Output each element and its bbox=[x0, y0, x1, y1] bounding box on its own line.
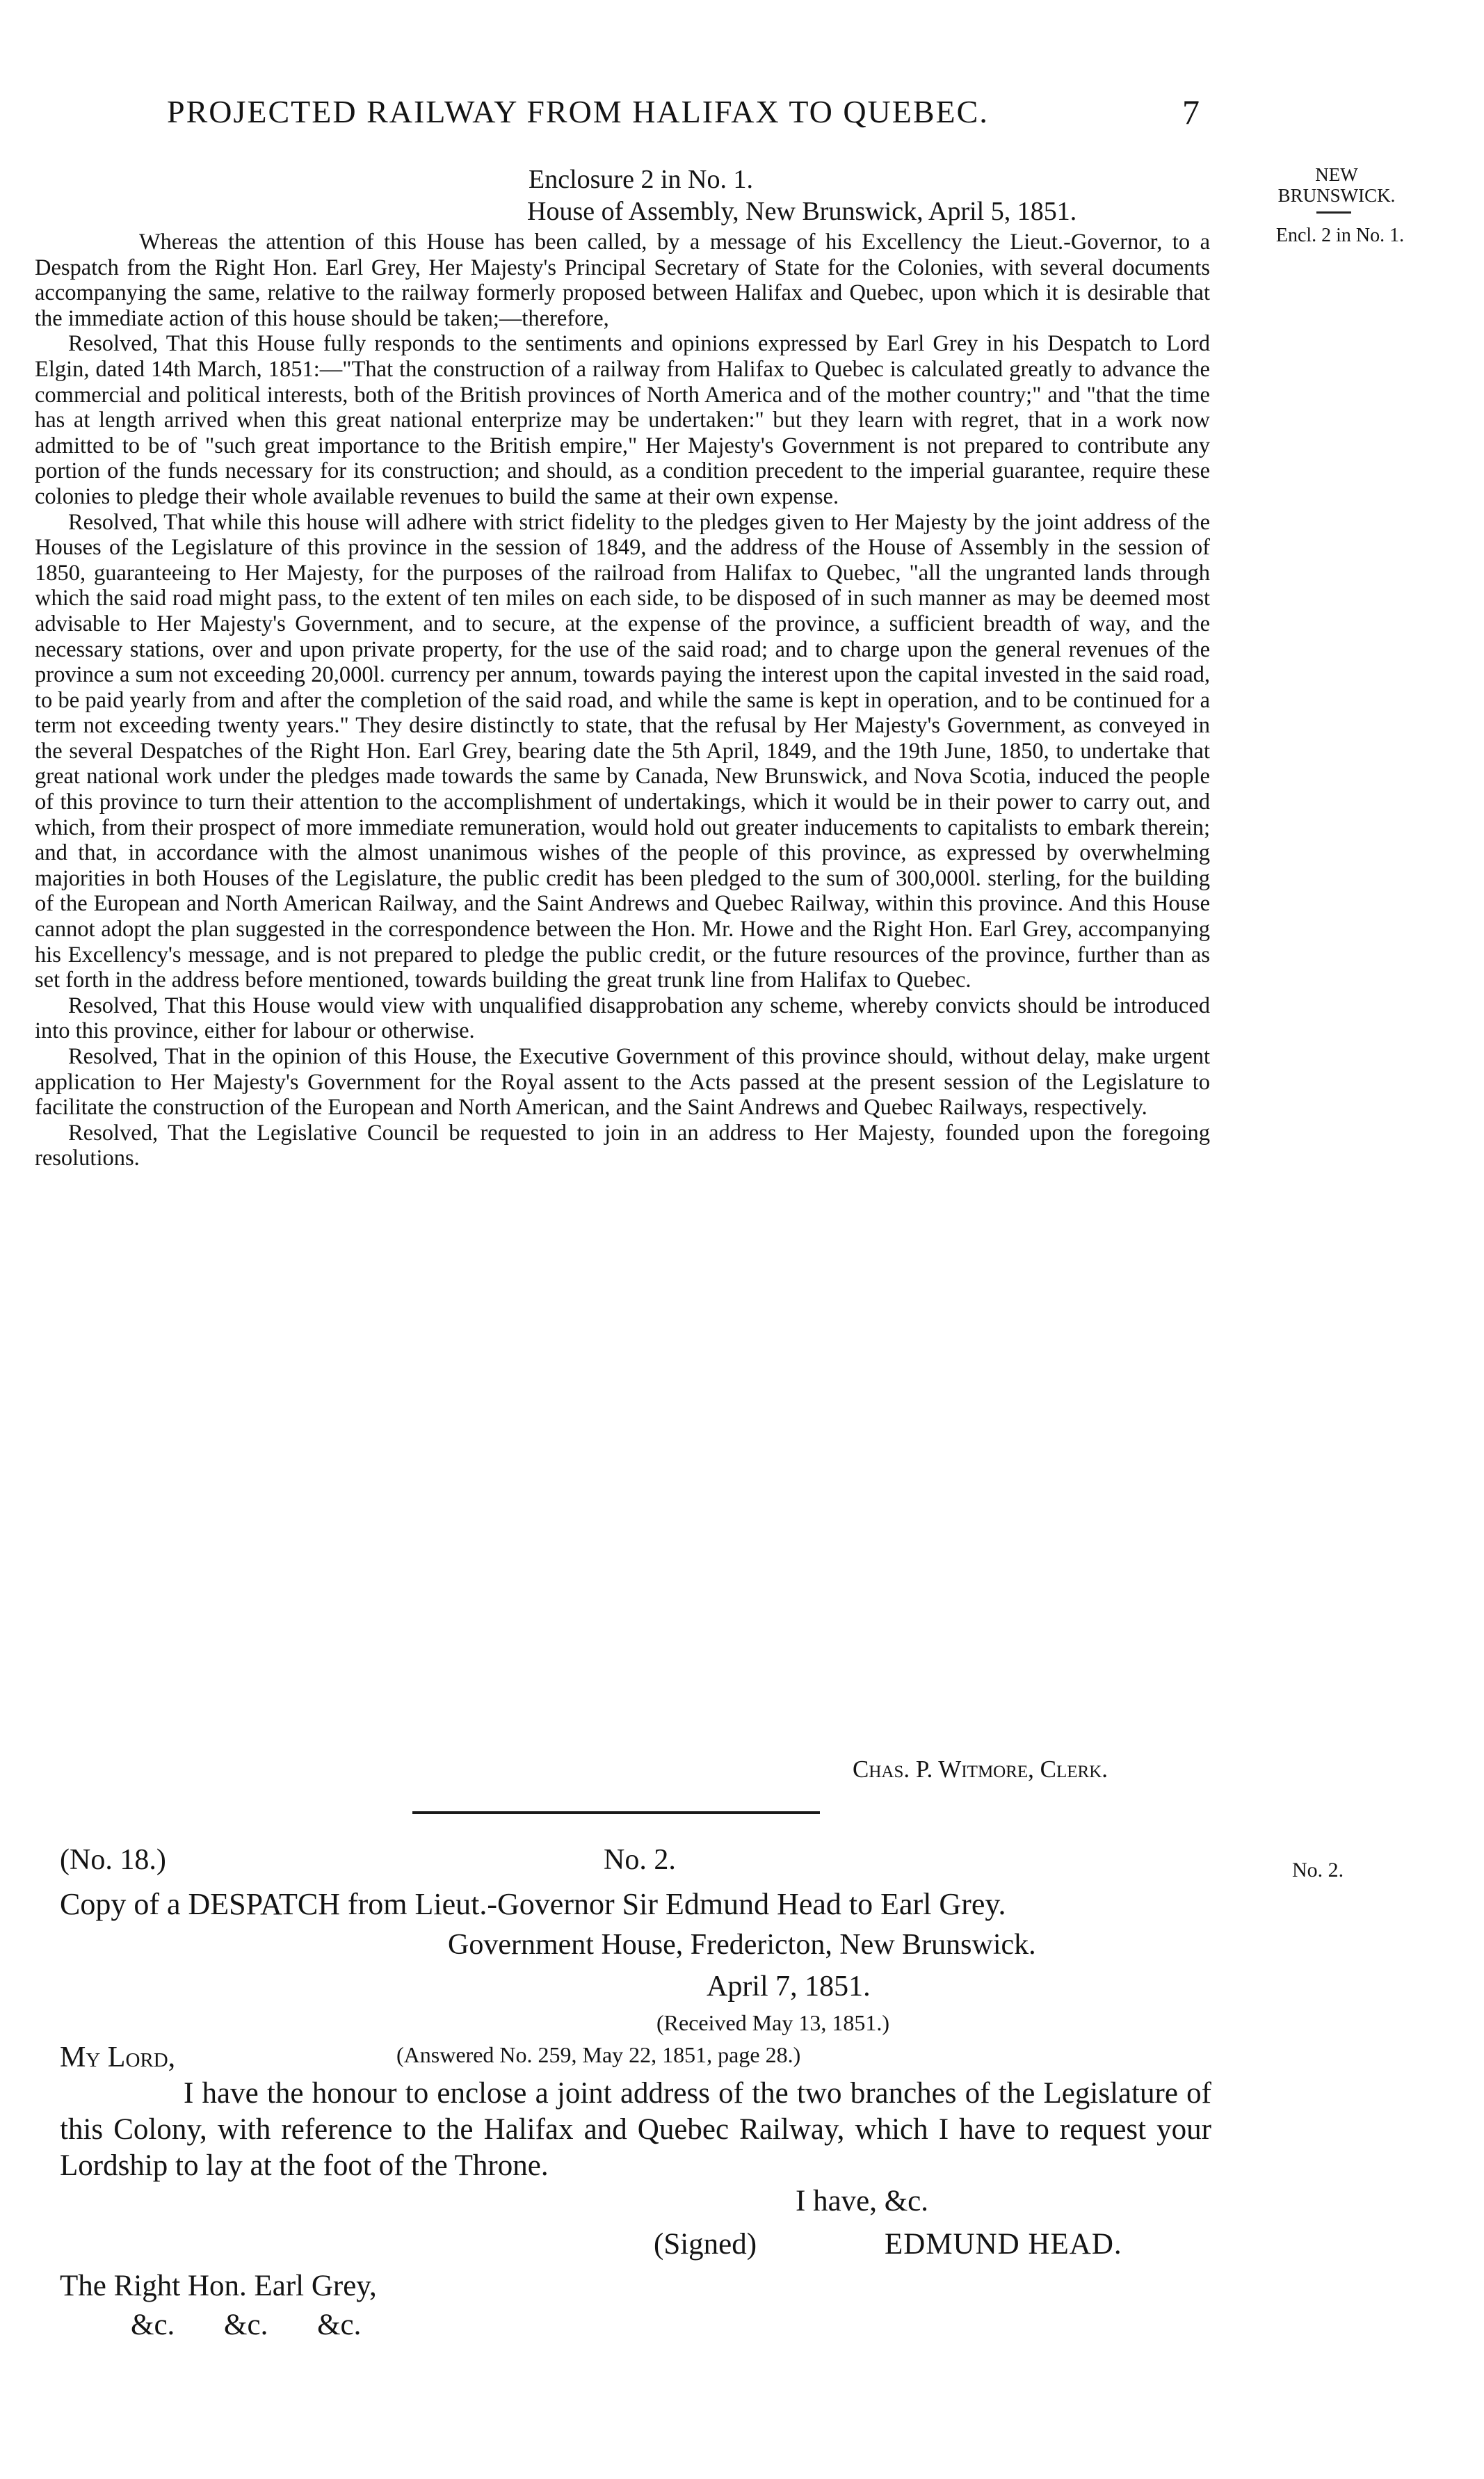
page-number: 7 bbox=[1182, 93, 1200, 131]
signed-label: (Signed) bbox=[654, 2228, 757, 2261]
despatch-received: (Received May 13, 1851.) bbox=[656, 2010, 890, 2035]
despatch-body: I have the honour to enclose a joint address of the two branches of the Legislature of this Colony, with reference to the Halifax and Quebec Railway, which I have to request your Lordship to lay at the foot of the Throne. bbox=[60, 2077, 1211, 2182]
enclosure-paragraph: Resolved, That in the opinion of this House, the Executive Government of this province should, without delay, make urgent application to Her Majesty's Government for the Royal assent to the Acts passed at the present session of the Legislature to facilitate the construction of the European and North American, and the Saint Andrews and Quebec Railways, respectively. bbox=[35, 1044, 1210, 1121]
page-header-title: PROJECTED RAILWAY FROM HALIFAX TO QUEBEC. bbox=[167, 94, 989, 129]
despatch-date: April 7, 1851. bbox=[707, 1971, 871, 2003]
enclosure-paragraph: Resolved, That while this house will adhere with strict fidelity to the pledges given to Her Majesty by the joint address of the Houses of the Legislature of this province in the session of 1849, and the address of the House of Assembly in the session of 1850, guaranteeing to Her Majesty, for the purposes of the railroad from Halifax to Quebec, "all the ungranted lands through which the said road might pass, to the extent of ten miles on each side, to be disposed of in such manner as may be deemed most advisable to Her Majesty's Government, and to secure, at the expense of the province, a sufficient breadth of way, and the necessary stations, over and upon private property, for the use of the said road; and to charge upon the general revenues of the province a sum not exceeding 20,000l. currency per annum, towards paying the interest upon the capital invested in the said road, to be paid yearly from and after the completion of the said road, and while the same is kept in operation, and to be continued for a term not exceeding twenty years." They desire distinctly to state, that the refusal by Her Majesty's Government, as conveyed in the several Despatches of the Right Hon. Earl Grey, bearing date the 5th April, 1849, and the 19th June, 1850, to undertake that great national work under the pledges made towards the same by Canada, New Brunswick, and Nova Scotia, induced the people of this province to turn their attention to the accomplishment of undertakings, which it would be in their power to carry out, and which, from their prospect of more immediate remuneration, would hold out greater inducements to capitalists to embark therein; and that, in accordance with the almost unanimous wishes of the people of this province, as expressed by overwhelming majorities in both Houses of the Legislature, the public credit has been pledged to the sum of 300,000l. sterling, for the building of the European and North American Railway, and the Saint Andrews and Quebec Railway, within this province. And this House cannot adopt the plan suggested in the correspondence between the Hon. Mr. Howe and the Right Hon. Earl Grey, accompanying his Excellency's message, and is not prepared to pledge the public credit, or the future resources of the province, further than as set forth in the address before mentioned, towards building the great trunk line from Halifax to Quebec. bbox=[35, 509, 1210, 993]
despatch-title: Copy of a DESPATCH from Lieut.-Governor Sir Edmund Head to Earl Grey. bbox=[60, 1887, 1006, 1921]
enclosure-body bbox=[35, 230, 1210, 1171]
despatch-no: No. 2. bbox=[604, 1844, 676, 1876]
enclosure-heading: Enclosure 2 in No. 1. bbox=[529, 165, 753, 194]
enclosure-paragraph: Whereas the attention of this House has been called, by a message of his Excellency the Lieut.-Governor, to a Despatch from the Right Hon. Earl Grey, Her Majesty's Principal Secretary of State for the Colonies, with several documents accompanying the same, relative to the railway formerly proposed between Halifax and Quebec, upon which it is desirable that the immediate action of this house should be taken;—therefore, bbox=[35, 230, 1210, 331]
margin-despatch-note: No. 2. bbox=[1292, 1859, 1344, 1882]
despatch-answered: (Answered No. 259, May 22, 1851, page 28.) bbox=[396, 2042, 801, 2067]
despatch-addressee: The Right Hon. Earl Grey, bbox=[60, 2270, 377, 2302]
margin-enclosure-note: Encl. 2 in No. 1. bbox=[1275, 225, 1405, 246]
despatch-origin: Government House, Fredericton, New Brunswick. bbox=[448, 1929, 1036, 1961]
section-divider bbox=[412, 1811, 820, 1814]
enclosure-paragraph: Resolved, That this House fully responds to the sentiments and opinions expressed by Earl Grey in his Despatch to Lord Elgin, dated 14th March, 1851:—"That the construction of a railway from Halifax to Quebec is calculated greatly to advance the commercial and political interests, both of the British provinces of North America and of the mother country;" and "that the time has at length arrived when this great national enterprize may be undertaken:" but they learn with regret, that in a work now admitted to be of "such great importance to the British empire," Her Majesty's Government is not prepared to contribute any portion of the funds necessary for its construction; and should, as a condition precedent to the imperial guarantee, require these colonies to pledge their whole available revenues to build the same at their own expense. bbox=[35, 331, 1210, 509]
signed-name: EDMUND HEAD. bbox=[885, 2228, 1122, 2261]
despatch-closing: I have, &c. bbox=[796, 2185, 929, 2217]
margin-region-note: NEW BRUNSWICK. bbox=[1277, 164, 1396, 206]
despatch-salutation: My Lord, bbox=[60, 2041, 176, 2073]
enclosure-dateline: House of Assembly, New Brunswick, April 5, 1851. bbox=[527, 197, 1077, 226]
despatch-etc: &c. &c. &c. bbox=[131, 2309, 362, 2341]
clerk-signature: Chas. P. Witmore, Clerk. bbox=[853, 1756, 1108, 1783]
despatch-number: (No. 18.) bbox=[60, 1844, 166, 1876]
enclosure-paragraph: Resolved, That the Legislative Council be requested to join in an address to Her Majesty, founded upon the foregoing resolutions. bbox=[35, 1120, 1210, 1171]
enclosure-paragraph: Resolved, That this House would view with unqualified disapprobation any scheme, whereby convicts should be introduced into this province, either for labour or otherwise. bbox=[35, 993, 1210, 1044]
margin-rule bbox=[1316, 211, 1351, 214]
